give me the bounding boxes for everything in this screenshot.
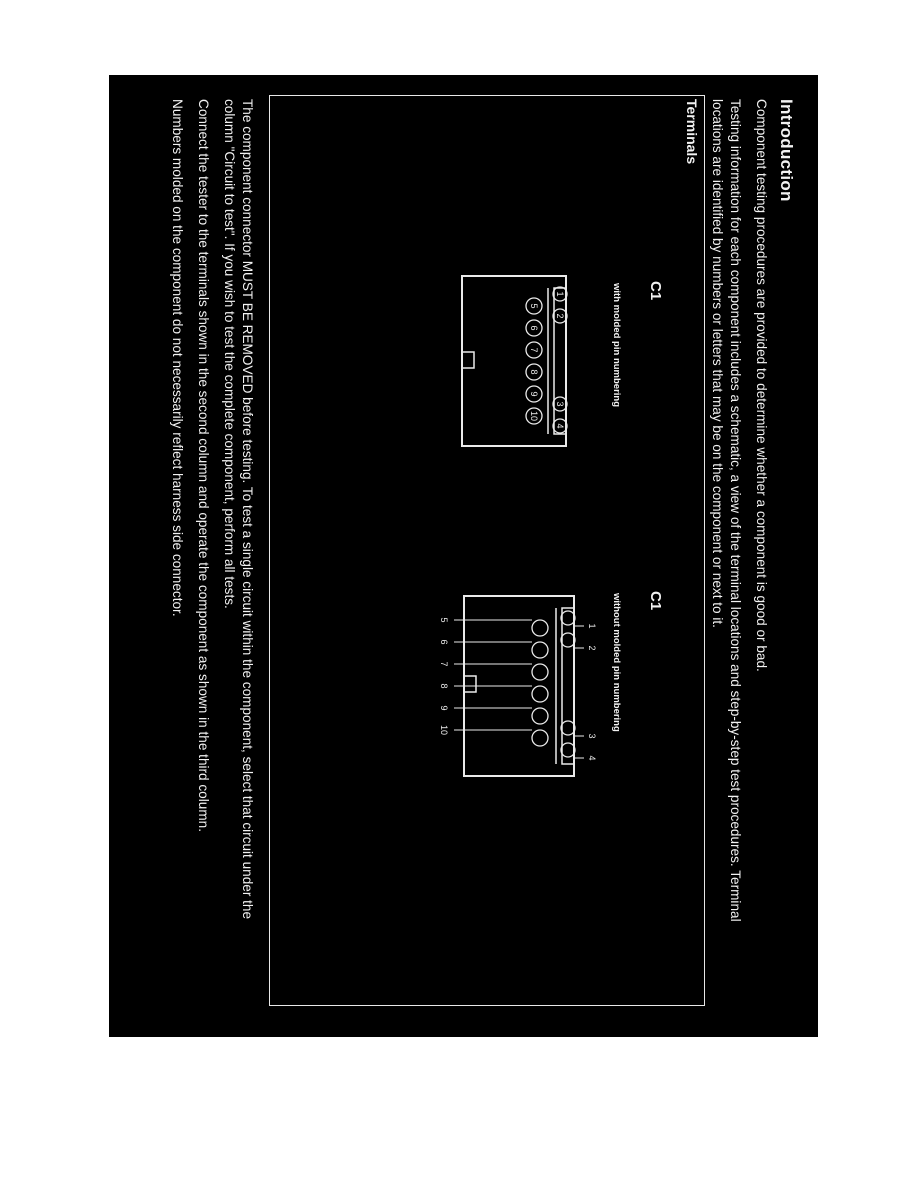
right-pin-6-circle <box>532 642 548 658</box>
left-top-pins <box>553 287 567 433</box>
left-pin-6-label: 6 <box>529 325 539 331</box>
terminals-frame <box>269 95 705 1006</box>
right-connector-title: C1 <box>647 591 664 611</box>
right-connector-subtitle: without molded pin numbering <box>611 593 622 732</box>
left-pin-8-label: 8 <box>529 369 539 375</box>
right-pin-9-circle <box>532 708 548 724</box>
right-pin-8-circle <box>532 686 548 702</box>
left-pin-4-label: 4 <box>555 423 565 429</box>
right-pin-7-label: 7 <box>439 661 449 667</box>
left-pin-5-label: 5 <box>529 303 539 309</box>
right-pin-10-circle <box>532 730 548 746</box>
left-bottom-pins <box>526 298 542 424</box>
right-pin-3-label: 3 <box>587 733 597 739</box>
scanned-page <box>109 75 818 1037</box>
right-pin-9-label: 9 <box>439 705 449 711</box>
left-pin-1-label: 1 <box>555 291 565 297</box>
right-pin-6-label: 6 <box>439 639 449 645</box>
page-title: Introduction <box>777 99 796 202</box>
left-pin-9-label: 9 <box>529 391 539 397</box>
right-pin-1-circle <box>561 611 575 625</box>
right-pin-5-circle <box>532 620 548 636</box>
testing-info-line-2: locations are identified by numbers or letters that may be on the component or next to it. <box>710 99 725 628</box>
right-pin-10-label: 10 <box>439 724 449 736</box>
left-connector-diagram <box>454 266 574 456</box>
remove-connector-line-2: column "Circuit to test". If you wish to test the complete component, perform all tests. <box>222 99 237 609</box>
right-pin-3-circle <box>561 721 575 735</box>
right-pin-8-label: 8 <box>439 683 449 689</box>
right-pin-1-label: 1 <box>587 623 597 629</box>
right-pin-4-circle <box>561 743 575 757</box>
left-pin-3-label: 3 <box>555 401 565 407</box>
right-pin-4-label: 4 <box>587 755 597 761</box>
right-pin-7-circle <box>532 664 548 680</box>
right-bottom-pins <box>439 617 548 746</box>
terminals-heading: Terminals <box>684 99 700 165</box>
testing-info-line-1: Testing information for each component includes a schematic, a view of the terminal locations and step-by-step test procedures. Terminal <box>728 99 743 922</box>
right-pin-2-circle <box>561 633 575 647</box>
intro-paragraph: Component testing procedures are provided to determine whether a component is good or bad. <box>754 99 769 672</box>
left-connector-title: C1 <box>647 281 664 301</box>
right-pin-2-label: 2 <box>587 645 597 651</box>
right-pin-5-label: 5 <box>439 617 449 623</box>
left-pin-10-label: 10 <box>529 410 539 422</box>
rotated-page-content <box>109 75 818 1037</box>
right-top-pins <box>561 611 597 761</box>
connect-tester-line: Connect the tester to the terminals shown in the second column and operate the component as shown in the third column. <box>196 99 211 832</box>
left-pin-2-label: 2 <box>555 313 565 319</box>
left-pin-7-label: 7 <box>529 347 539 353</box>
right-connector-diagram <box>434 576 604 796</box>
remove-connector-line-1: The component connector MUST BE REMOVED before testing. To test a single circuit within the component, select that circuit under the <box>240 99 255 920</box>
left-connector-subtitle: with molded pin numbering <box>611 283 622 408</box>
molded-numbers-note: Numbers molded on the component do not necessarily reflect harness side connector. <box>170 99 185 617</box>
